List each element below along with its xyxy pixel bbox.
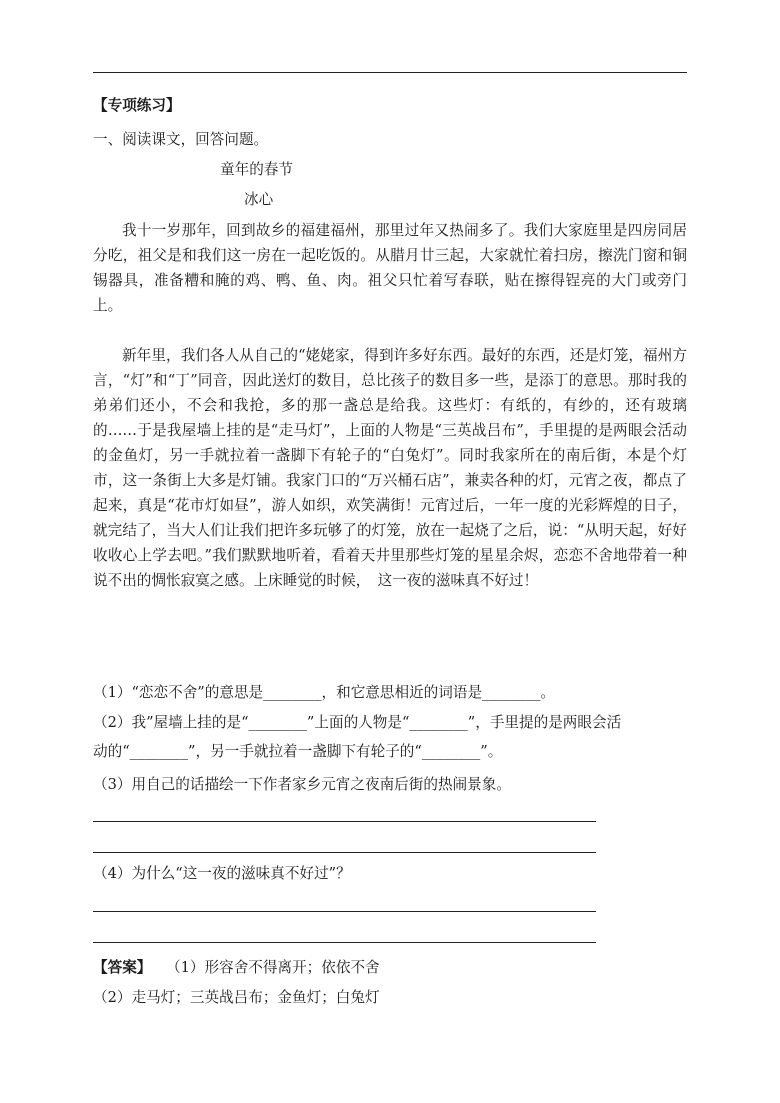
answer-line: [93, 852, 596, 853]
question-3: （3）用自己的话描绘一下作者家乡元宵之夜南后街的热闹景象。: [93, 776, 511, 793]
answer-line: [93, 821, 596, 822]
question-2-line-1: （2）我”屋墙上挂的是“________”上面的人物是“________”，手里提的是两眼会活: [93, 714, 622, 731]
question-1: （1）“恋恋不舍”的意思是________，和它意思相近的词语是________。: [93, 684, 556, 701]
answer-label: 【答案】: [93, 959, 152, 976]
section-header: 【专项练习】: [93, 97, 181, 114]
answer-line: [93, 942, 596, 943]
passage-paragraph-2: 新年里，我们各人从自己的“姥姥家，得到许多好东西。最好的东西，还是灯笼，福州方言，“灯”和“丁”同音，因此送灯的数目，总比孩子的数目多一些，是添丁的意思。那时我的弟弟们还小，不会和我抢，多的那一盏总是给我。这些灯：有纸的，有纱的，还有玻璃的……于是我屋墙上挂的是“走马灯”，上面的人物是“三英战吕布”，手里提的是两眼会活动的金鱼灯，另一手就拉着一盏脚下有轮子的“白兔灯”。同时我家所在的南后街，本是个灯市，这一条街上大多是灯铺。我家门口的“万兴桶石店”，兼卖各种的灯，元宵之夜，都点了起来，真是“花市灯如昼”，游人如织，欢笑满街！元宵过后，一年一度的光彩辉煌的日子，就完结了，当大人们让我们把许多玩够了的灯笼，放在一起烧了之后，说：“从明天起，好好收收心上学去吧。”我们默默地听着，看着天井里那些灯笼的星星余烬，恋恋不舍地带着一种说不出的惆怅寂寞之感。上床睡觉的时候， 这一夜的滋味真不好过！: [93, 347, 687, 589]
question-4: （4）为什么“这一夜的滋味真不好过”？: [93, 865, 351, 882]
answer-1: （1）形容舍不得离开；依依不舍: [166, 959, 380, 976]
passage-paragraph-1: 我十一岁那年，回到故乡的福建福州，那里过年又热闹多了。我们大家庭里是四房同居分吃，祖父是和我们这一房在一起吃饭的。从腊月廿三起，大家就忙着扫房，擦洗门窗和铜锡器具，准备糟和腌的鸡、鸭、鱼、肉。祖父只忙着写春联，贴在擦得锃亮的大门或旁门上。: [93, 222, 687, 314]
answer-line: [93, 911, 596, 912]
passage-author: 冰心: [244, 191, 274, 208]
answer-block-1: [93, 958, 380, 978]
passage-title: 童年的春节: [220, 161, 293, 178]
header-rule: [93, 72, 687, 73]
question-intro: 一、阅读课文，回答问题。: [93, 131, 269, 148]
answer-2: （2）走马灯；三英战吕布；金鱼灯；白兔灯: [93, 989, 380, 1006]
question-2-line-2: 动的“________”，另一手就拉着一盏脚下有轮子的“________”。: [93, 743, 503, 760]
